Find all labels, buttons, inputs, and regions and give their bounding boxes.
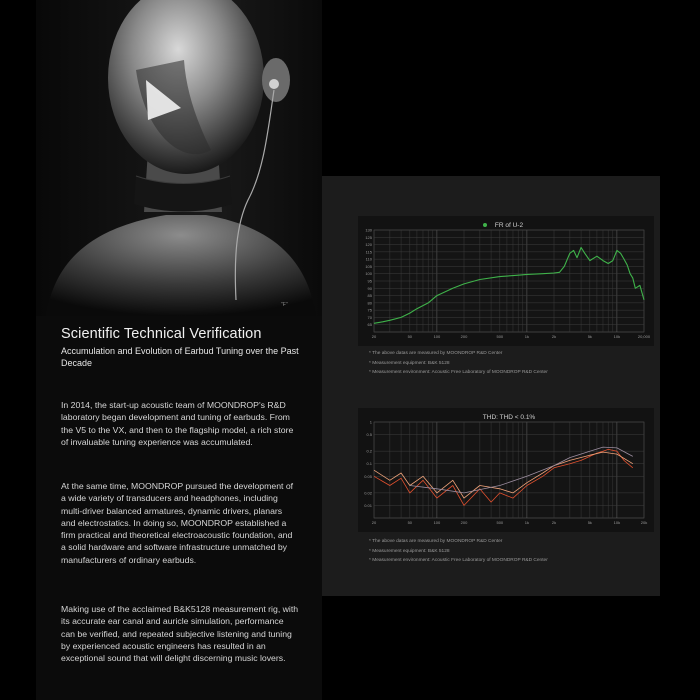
fr-note: * Measurement equipment: B&K 5128: [369, 360, 450, 366]
x-tick-label: 50: [407, 520, 413, 525]
fr-chart-container: [358, 216, 654, 346]
x-tick-label: 20: [371, 520, 377, 525]
y-tick-label: 0.01: [364, 502, 372, 508]
x-tick-label: 100: [433, 520, 441, 525]
fr-chart: [358, 216, 654, 346]
x-tick-label: 5k: [587, 520, 592, 525]
x-tick-label: 2k: [551, 520, 557, 525]
chart-title: THD: THD < 0.1%: [482, 414, 536, 421]
chart-title: FR of U-2: [494, 222, 524, 229]
y-tick-label: 0.5: [366, 432, 372, 438]
x-tick-label: 1k: [524, 334, 530, 339]
x-tick-label: 10k: [613, 520, 621, 525]
y-tick-label: 115: [365, 249, 372, 255]
thd-notes: [369, 537, 639, 566]
mannequin-photo: [36, 0, 322, 316]
fr-note: * The above datas are measured by MOONDROP R&D Center: [369, 351, 503, 356]
y-tick-label: 100: [365, 271, 372, 277]
x-tick-label: 1k: [524, 520, 530, 525]
y-tick-label: 65: [367, 322, 372, 328]
x-tick-label: 50: [407, 334, 413, 339]
paragraph-history: In 2014, the start-up acoustic team of MOONDROP's R&D laboratory began development and tuning of earbuds. From the V5 to the VX, and then to the flagship model, a rich store of invaluable tuning experience was accumulated.: [61, 400, 294, 447]
thd-note: * Measurement equipment: B&K 5128: [369, 548, 450, 554]
y-tick-label: 0.1: [366, 461, 372, 467]
x-tick-label: 200: [460, 520, 468, 525]
y-tick-label: 95: [367, 278, 372, 284]
thd-note: * Measurement environment: Acoustic Free Laboratory of MOONDROP R&D Center: [369, 558, 548, 563]
fr-notes: [369, 349, 639, 378]
mannequin-with-earbud-icon: [36, 0, 322, 316]
y-tick-label: 0.02: [364, 490, 372, 496]
y-tick-label: 90: [367, 285, 372, 291]
section-subheading: Accumulation and Evolution of Earbud Tuning over the Past Decade: [61, 346, 299, 368]
y-tick-label: 1: [369, 419, 372, 425]
legend-marker: [483, 223, 487, 227]
plot-area: [374, 422, 644, 518]
x-tick-label: 20,000: [637, 334, 651, 339]
y-tick-label: 70: [367, 314, 372, 320]
paragraph-development: At the same time, MOONDROP pursued the development of a wide variety of transducers and headphones, including multi-driver balanced armatures, dynamic drivers, planars and electrostatics. In doing so, MOONDROP established a firm practical and theoretical electroacoustic foundation, and a solid hardware and software infrastructure unmatched by manufacturers of ordinary earbuds.: [61, 481, 294, 565]
x-tick-label: 20: [371, 334, 377, 339]
y-tick-label: 105: [365, 263, 372, 269]
x-tick-label: 5k: [587, 334, 592, 339]
photo-corner-mark: "F": [281, 302, 288, 308]
x-tick-label: 500: [496, 334, 504, 339]
y-tick-label: 85: [367, 293, 372, 299]
y-tick-label: 130: [365, 227, 372, 233]
y-tick-label: 0.05: [364, 473, 372, 479]
x-tick-label: 2k: [551, 334, 557, 339]
y-tick-label: 75: [367, 307, 372, 313]
x-tick-label: 20k: [640, 520, 648, 525]
paragraph-measurement: Making use of the acclaimed B&K5128 measurement rig, with its accurate ear canal and auricle simulation, performance can be verified, and repeated subjective listening and tuning by experienced acoustic engineers has resulted in an exceptional sound that will delight discerning music lovers.: [61, 604, 299, 664]
thd-note: * The above datas are measured by MOONDROP R&D Center: [369, 539, 503, 544]
y-tick-label: 80: [367, 300, 372, 306]
y-tick-label: 125: [365, 234, 372, 240]
x-tick-label: 100: [433, 334, 441, 339]
x-tick-label: 10k: [613, 334, 621, 339]
section-heading: Scientific Technical Verification: [61, 326, 262, 342]
y-tick-label: 120: [365, 242, 372, 248]
x-tick-label: 200: [460, 334, 468, 339]
thd-chart: [358, 408, 654, 532]
y-tick-label: 0.2: [366, 448, 372, 454]
fr-note: * Measurement environment: Acoustic Free Laboratory of MOONDROP R&D Center: [369, 370, 548, 375]
y-tick-label: 110: [365, 256, 372, 262]
thd-chart-container: [358, 408, 654, 532]
x-tick-label: 500: [496, 520, 504, 525]
